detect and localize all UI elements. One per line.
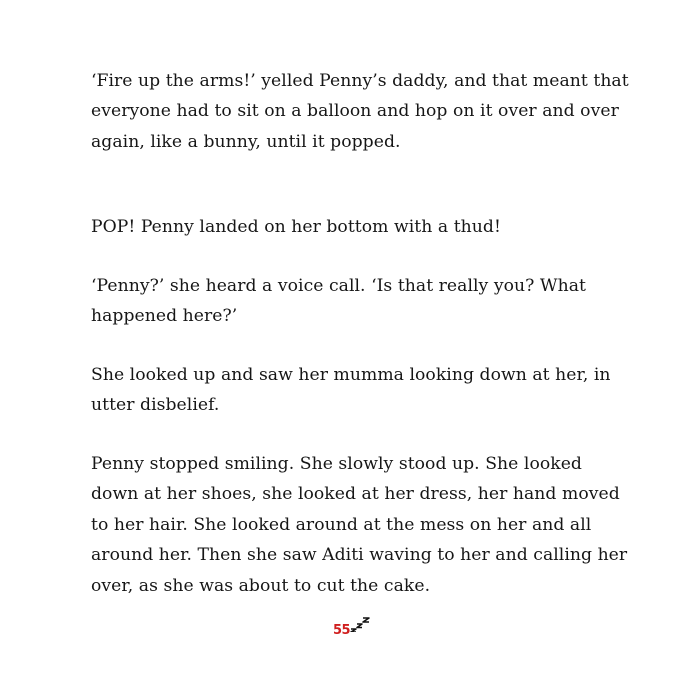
zzz-icon [349,616,371,632]
paragraph-penny-stopped-smiling: Penny stopped smiling. She slowly stood up. She looked down at her shoes, she looked at her dress, her hand moved to her hair. She looked around at the mess on her and all around her. Then she saw Aditi waving to her and calling her over, as she was about to cut the cake. [91,454,628,596]
page-number: 55 [333,623,351,638]
page-footer [333,616,373,644]
paragraph-fire-up-the-arms: ‘Fire up the arms!’ yelled Penny’s daddy, and that meant that everyone had to sit on a balloon and hop on it over and over again, like a bunny, until it popped. [91,71,629,152]
paragraph-mumma-looking: She looked up and saw her mumma looking down at her, in utter disbelief. [91,365,611,416]
paragraph-voice-call: ‘Penny?’ she heard a voice call. ‘Is that really you? What happened here?’ [91,276,586,327]
paragraph-pop: POP! Penny landed on her bottom with a thud! [91,217,501,237]
